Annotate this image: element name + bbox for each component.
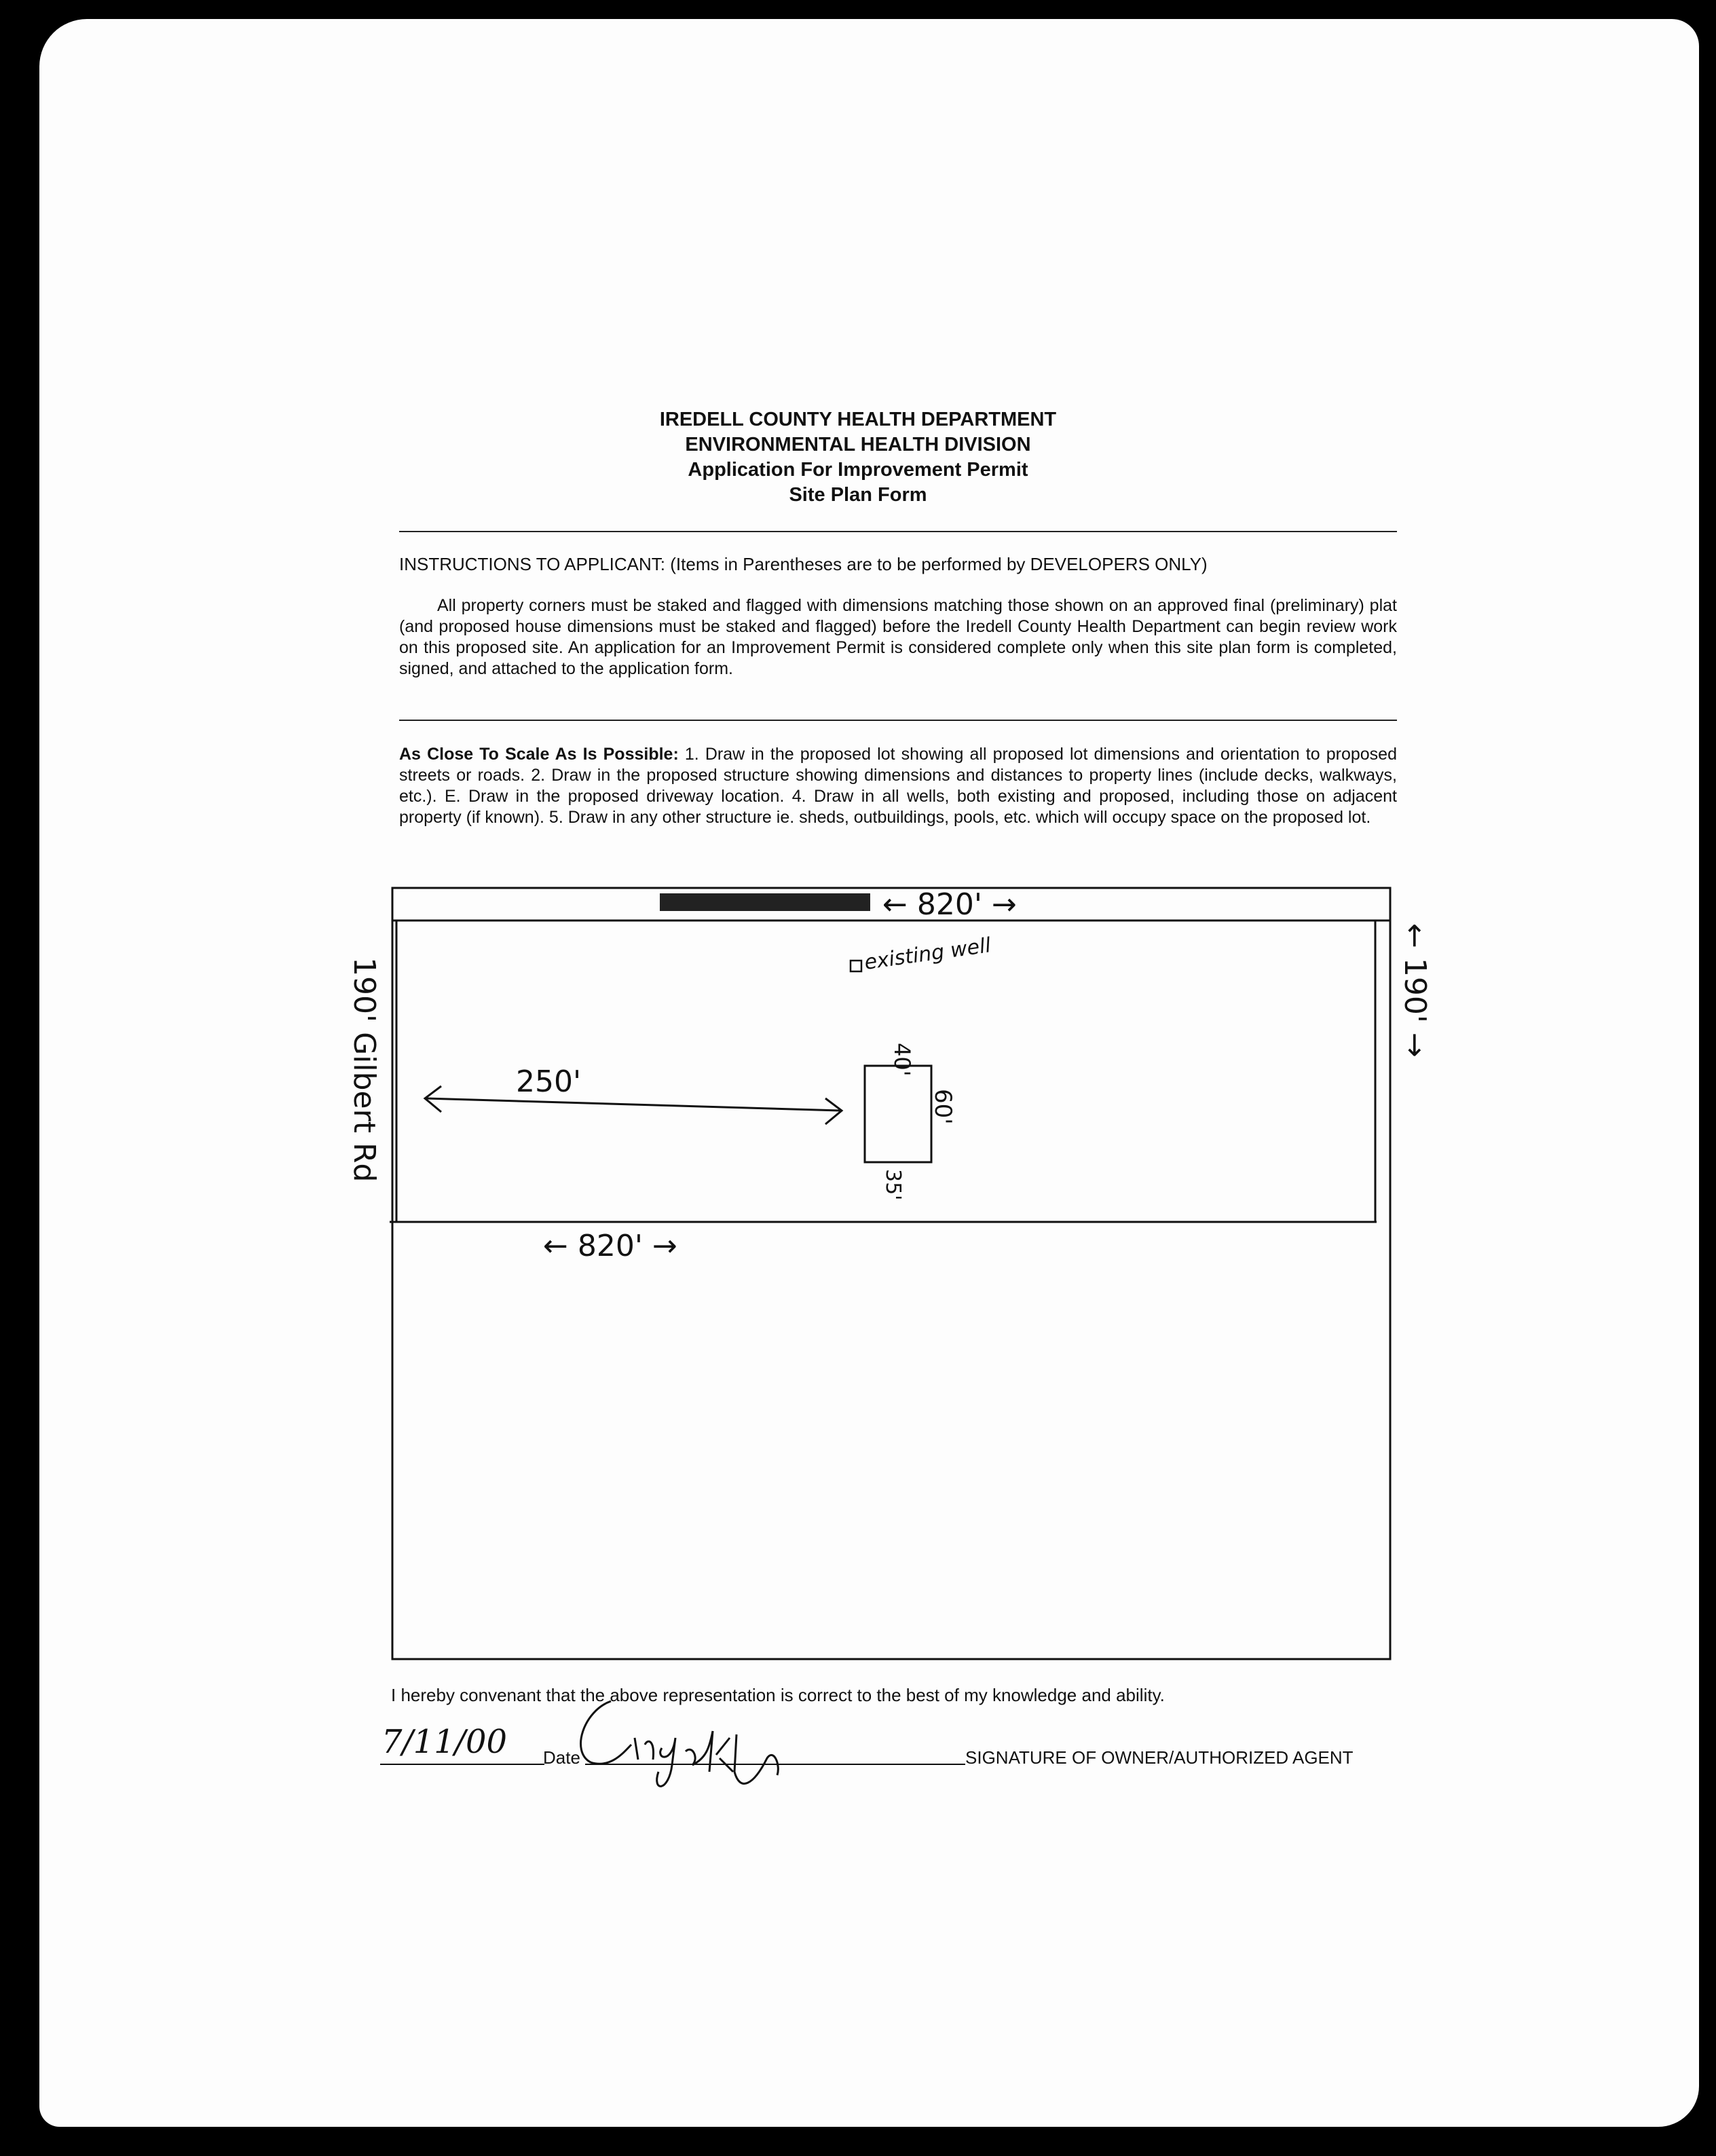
date-value: 7/11/00 xyxy=(381,1723,508,1761)
instructions-note: (Items in Parentheses are to be performed by DEVELOPERS ONLY) xyxy=(670,554,1208,574)
signature-label: SIGNATURE OF OWNER/AUTHORIZED AGENT xyxy=(965,1747,1354,1768)
house-depth-label: 60' xyxy=(929,1089,956,1125)
top-dimension: ← 820' → xyxy=(882,887,1017,922)
form-subtitle: Site Plan Form xyxy=(789,484,927,506)
form-title: Application For Improvement Permit xyxy=(688,459,1028,481)
house-width-label: 40' xyxy=(889,1043,915,1077)
signature-row xyxy=(380,1723,1398,1779)
left-street-label: 190' Gilbert Rd xyxy=(347,957,381,1183)
scribble-mark xyxy=(660,893,870,911)
department-title: IREDELL COUNTY HEALTH DEPARTMENT xyxy=(659,409,1057,430)
scale-instructions-text: 1. Draw in the proposed lot showing all proposed lot dimensions and orientation to proposed streets or roads. 2. Draw in the proposed structure showing dimensions and distances to property lines (include decks, walkways, etc.). E. Draw in the proposed driveway location. 4. Draw in all wells, both existing and proposed, including those on adjacent property (if known). 5. Draw in any other structure ie. sheds, outbuildings, pools, etc. which will occupy space on the proposed lot. xyxy=(399,745,1397,827)
division-title: ENVIRONMENTAL HEALTH DIVISION xyxy=(685,434,1031,456)
rear-setback-label: 35' xyxy=(881,1169,905,1201)
instructions-heading: INSTRUCTIONS TO APPLICANT: xyxy=(399,554,666,574)
site-plan-box xyxy=(392,888,1390,1659)
bottom-dimension: ← 820' → xyxy=(543,1229,677,1263)
scale-instructions-lead: As Close To Scale As Is Possible: xyxy=(399,745,679,764)
date-line xyxy=(380,1764,544,1765)
certification-statement: I hereby convenant that the above representation is correct to the best of my knowledge and ability. xyxy=(391,1685,1165,1705)
house-footprint xyxy=(865,1066,931,1162)
signature-line xyxy=(585,1764,965,1765)
well-label: existing well xyxy=(863,933,992,975)
date-label: Date xyxy=(543,1747,580,1768)
setback-arrow-line xyxy=(426,1098,840,1111)
instructions-paragraph: All property corners must be staked and flagged with dimensions matching those shown on an approved final (preliminary) plat (and proposed house dimensions must be staked and flagged) before the Iredell County Health Department can begin review work on this proposed site. An application for an Improvement Permit is considered complete only when this site plan form is completed, signed, and attached to the application form. xyxy=(399,596,1397,678)
well-symbol xyxy=(851,961,861,971)
right-dimension: ← 190' → xyxy=(1398,923,1432,1058)
setback-label: 250' xyxy=(516,1064,582,1099)
